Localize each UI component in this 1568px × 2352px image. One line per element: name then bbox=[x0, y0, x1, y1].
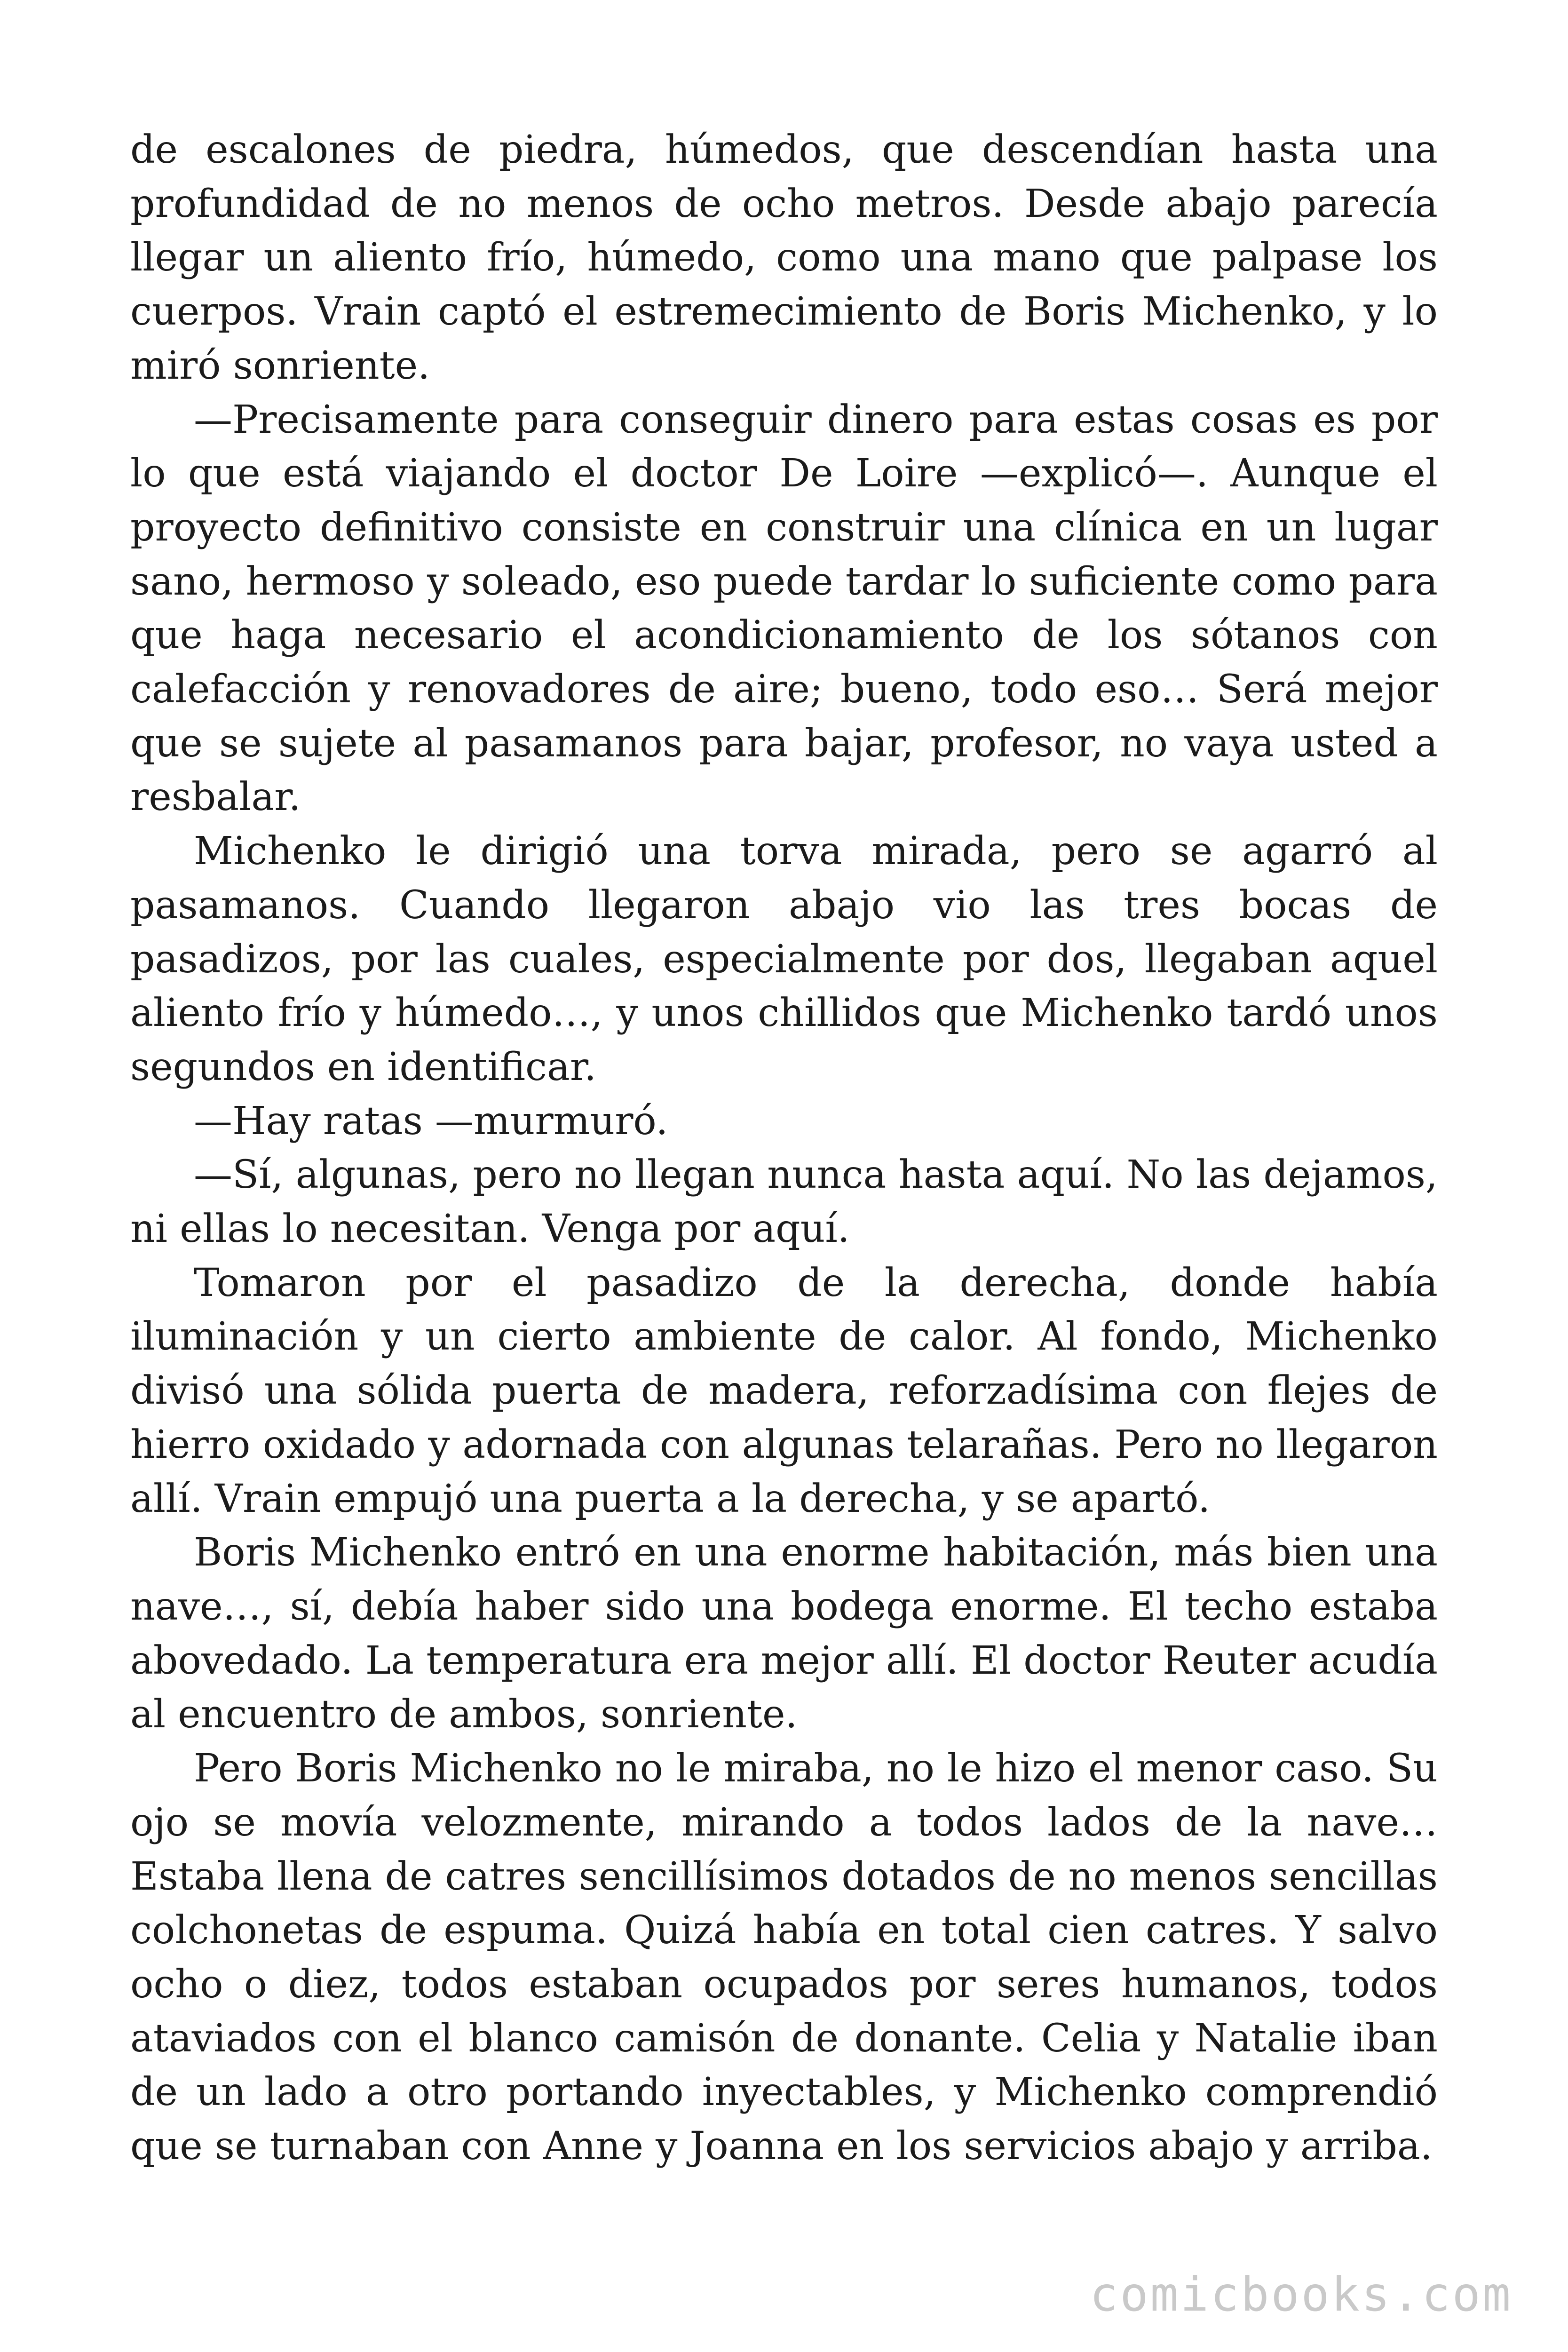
watermark: comicbooks.com bbox=[1090, 2267, 1513, 2322]
paragraph: Michenko le dirigió una torva mirada, pero se agarró al pasamanos. Cuando llegaron abajo vio las tres bocas de pasadizos, por las cuales, especialmente por dos, llegaban aquel aliento frío y húmedo…, y unos chillidos que Michenko tardó unos segundos en identificar. bbox=[130, 829, 1438, 1089]
paragraph: Tomaron por el pasadizo de la derecha, donde había iluminación y un cierto ambiente de calor. Al fondo, Michenko divisó una sólida puerta de madera, reforzadísima con flejes de hierro oxidado y adornada con algunas telarañas. Pero no llegaron allí. Vrain empujó una puerta a la derecha, y se apartó. bbox=[130, 1260, 1438, 1521]
paragraph: Boris Michenko entró en una enorme habitación, más bien una nave…, sí, debía haber sido una bodega enorme. El techo estaba abovedado. La temperatura era mejor allí. El doctor Reuter acudía al encuentro de ambos, sonriente. bbox=[130, 1530, 1438, 1737]
paragraph: —Hay ratas —murmuró. bbox=[194, 1098, 668, 1144]
paragraph: Pero Boris Michenko no le miraba, no le hizo el menor caso. Su ojo se movía velozmente, mirando a todos lados de la nave… Estaba llena de catres sencillísimos dotados de no menos sencillas colchonetas de espuma. Quizá había en total cien catres. Y salvo ocho o diez, todos estaban ocupados por seres humanos, todos ataviados con el blanco camisón de donante. Celia y Natalie iban de un lado a otro portando inyectables, y Michenko comprendió que se turnaban con Anne y Joanna en los servicios abajo y arriba. bbox=[130, 1746, 1438, 2169]
body-text bbox=[130, 123, 1438, 2174]
paragraph: —Precisamente para conseguir dinero para estas cosas es por lo que está viajando el doctor De Loire —explicó—. Aunque el proyecto definitivo consiste en construir una clínica en un lugar sano, hermoso y soleado, eso puede tardar lo suficiente como para que haga necesario el acondicionamiento de los sótanos con calefacción y renovadores de aire; bueno, todo eso… Será mejor que se sujete al pasamanos para bajar, profesor, no vaya usted a resbalar. bbox=[130, 397, 1438, 820]
paragraph: —Sí, algunas, pero no llegan nunca hasta aquí. No las dejamos, ni ellas lo necesitan. Venga por aquí. bbox=[130, 1152, 1438, 1252]
paragraph: de escalones de piedra, húmedos, que descendían hasta una profundidad de no menos de ocho metros. Desde abajo parecía llegar un aliento frío, húmedo, como una mano que palpase los cuerpos. Vrain captó el estremecimiento de Boris Michenko, y lo miró sonriente. bbox=[130, 127, 1438, 388]
